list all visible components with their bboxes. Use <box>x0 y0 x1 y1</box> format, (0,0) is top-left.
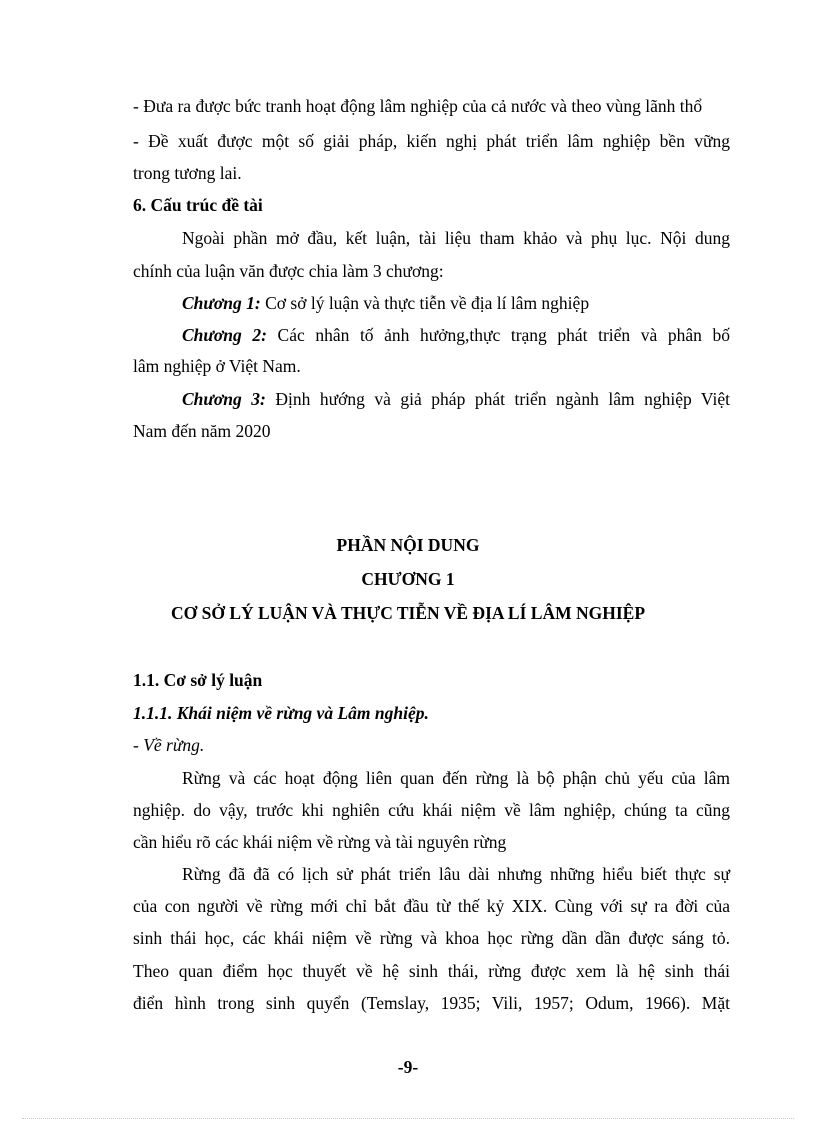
chapter-2-text: Các nhân tố ảnh hưởng,thực trạng phát triển và phân bố <box>266 325 730 345</box>
goal-item-1: - Đưa ra được bức tranh hoạt động lâm nghiệp của cả nước và theo vùng lãnh thổ <box>133 96 703 116</box>
topic-label: - Về rừng. <box>133 735 205 755</box>
goal-item-2-line-2: trong tương lai. <box>133 163 242 183</box>
chapter-number-title: CHƯƠNG 1 <box>361 569 455 589</box>
chapter-3-label: Chương 3: <box>182 389 266 409</box>
goal-item-2-line-1: - Đề xuất được một số giải pháp, kiến nghị phát triển lâm nghiệp bền vững <box>133 131 730 151</box>
para2-line-4: Theo quan điểm học thuyết về hệ sinh thái, rừng được xem là hệ sinh thái <box>133 961 730 981</box>
chapter-main-title: CƠ SỞ LÝ LUẬN VÀ THỰC TIỄN VỀ ĐỊA LÍ LÂM NGHIỆP <box>170 603 646 623</box>
page-number: -9- <box>397 1057 419 1077</box>
para2-line-1: Rừng đã đã có lịch sử phát triển lâu dài nhưng những hiểu biết thực sự <box>182 864 730 884</box>
chapter-2-entry <box>182 325 730 345</box>
part-title: PHẦN NỘI DUNG <box>336 535 480 555</box>
chapter-3-entry <box>182 389 730 409</box>
page-bottom-border <box>22 1118 794 1119</box>
para1-line-3: cần hiểu rõ các khái niệm về rừng và tài nguyên rừng <box>133 832 507 852</box>
structure-heading: 6. Cấu trúc đề tài <box>133 195 263 215</box>
chapter-1-text: Cơ sở lý luận và thực tiễn về địa lí lâm nghiệp <box>260 293 590 313</box>
chapter-2-text-line-2: lâm nghiệp ở Việt Nam. <box>133 356 301 376</box>
structure-intro-line-1: Ngoài phần mở đầu, kết luận, tài liệu tham khảo và phụ lục. Nội dung <box>182 228 730 248</box>
para1-line-1: Rừng và các hoạt động liên quan đến rừng là bộ phận chủ yếu của lâm <box>182 768 730 788</box>
chapter-1-entry <box>182 293 730 313</box>
subsection-heading: 1.1.1. Khái niệm về rừng và Lâm nghiệp. <box>133 703 429 723</box>
para2-line-2: của con người về rừng mới chỉ bắt đầu từ thế kỷ XIX. Cùng với sự ra đời của <box>133 896 730 916</box>
para1-line-2: nghiệp. do vậy, trước khi nghiên cứu khái niệm về lâm nghiệp, chúng ta cũng <box>133 800 730 820</box>
chapter-3-text: Định hướng và giả pháp phát triển ngành lâm nghiệp Việt <box>265 389 730 409</box>
chapter-2-label: Chương 2: <box>182 325 267 345</box>
chapter-1-label: Chương 1: <box>182 293 261 313</box>
structure-intro-line-2: chính của luận văn được chia làm 3 chương: <box>133 261 444 281</box>
para2-line-5: điển hình trong sinh quyển (Temslay, 1935; Vili, 1957; Odum, 1966). Mặt <box>133 993 730 1013</box>
chapter-3-text-line-2: Nam đến năm 2020 <box>133 421 271 441</box>
para2-line-3: sinh thái học, các khái niệm về rừng và khoa học rừng dần dần được sáng tỏ. <box>133 928 730 948</box>
section-heading: 1.1. Cơ sở lý luận <box>133 670 263 690</box>
